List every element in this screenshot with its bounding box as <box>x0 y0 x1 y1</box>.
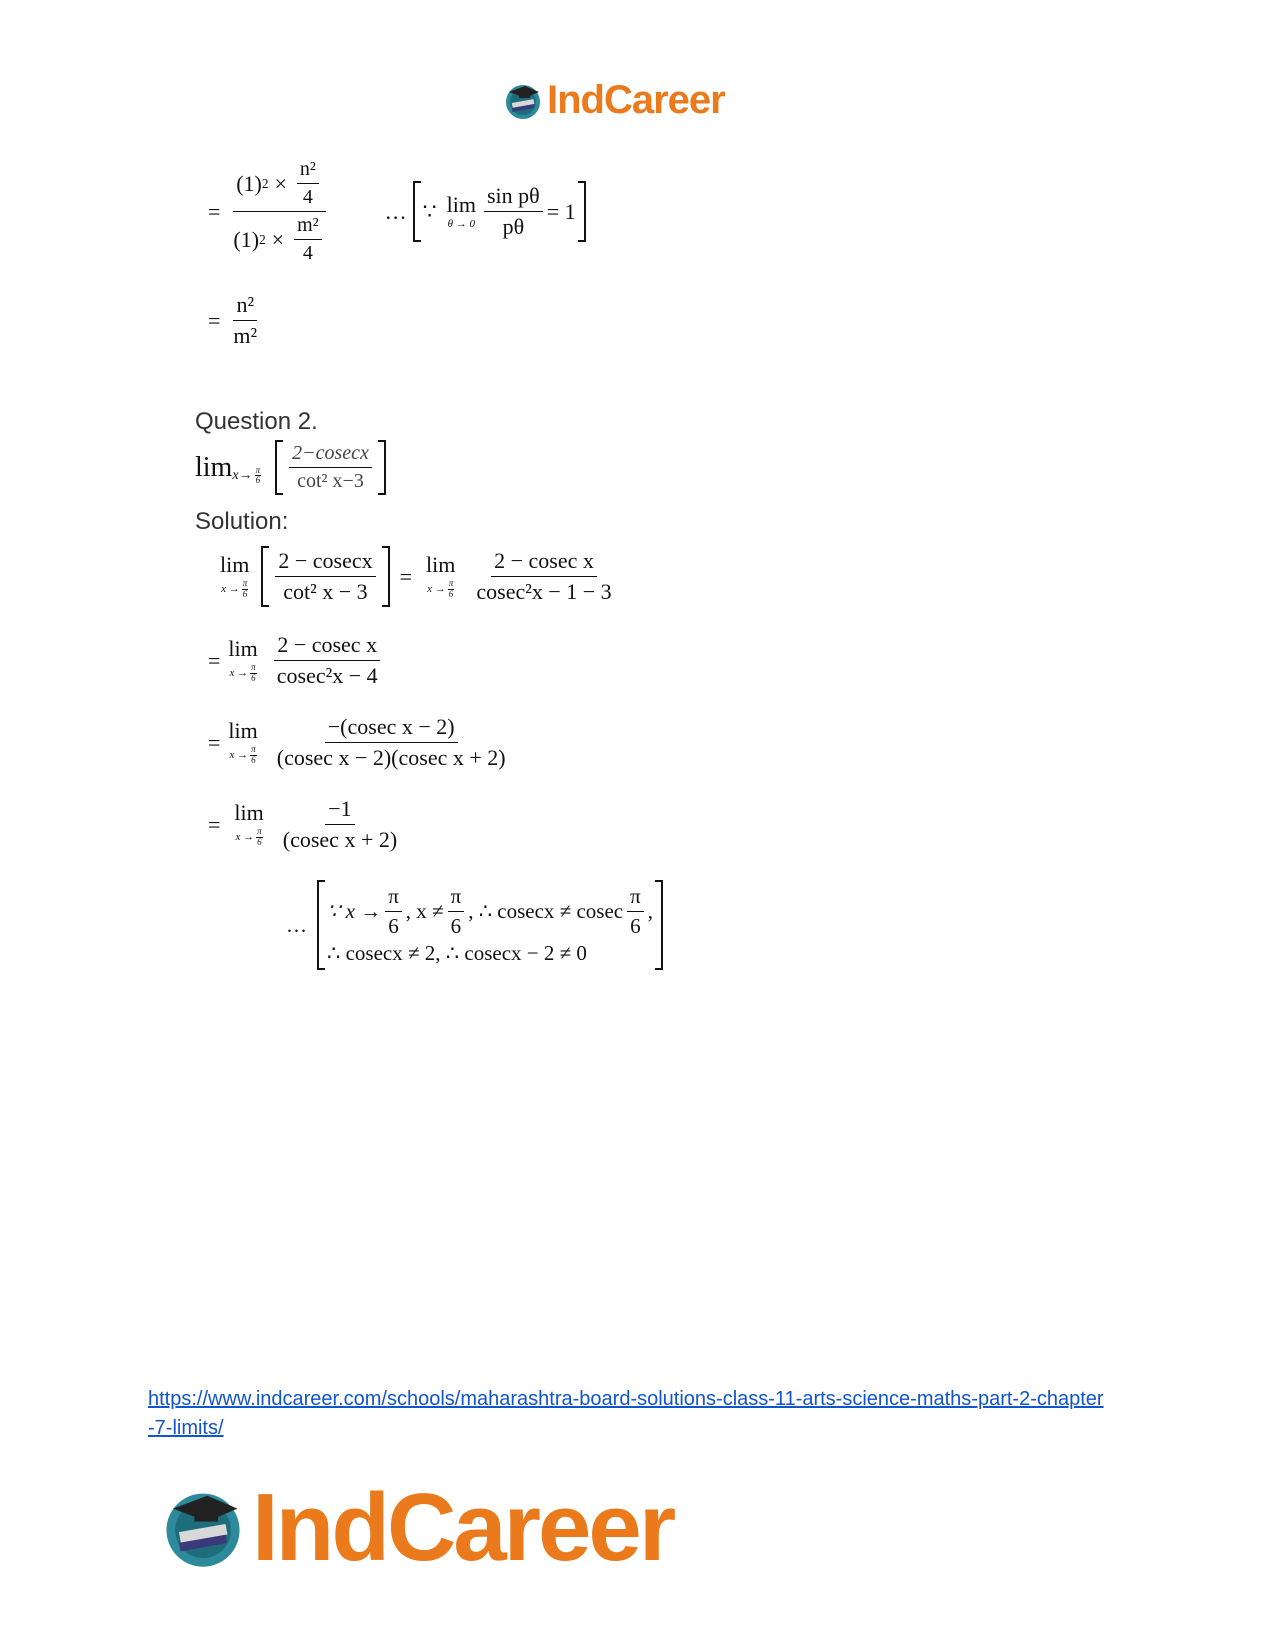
lim-label: lim <box>446 191 476 217</box>
m-squared: m² <box>233 323 258 348</box>
graduation-cap-book-icon <box>503 81 543 121</box>
reason-text: , <box>647 899 653 923</box>
reason-text: ∴ cosecx ≠ 2, ∴ cosecx − 2 ≠ 0 <box>327 941 587 965</box>
times-sign: × <box>271 226 285 252</box>
because-symbol: ∵ <box>422 198 437 224</box>
equals-sign: = <box>208 198 221 224</box>
question-heading: Question 2. <box>195 408 318 435</box>
pi: π <box>251 744 256 755</box>
reason-text: , x ≠ <box>405 899 444 923</box>
equals-sign: = <box>399 563 413 589</box>
lim-subscript: x → <box>221 582 240 595</box>
rhs-denominator: cosec²x − 1 − 3 <box>476 579 612 604</box>
solution-heading: Solution: <box>195 508 289 535</box>
six: 6 <box>630 914 641 938</box>
six: 6 <box>242 588 248 599</box>
lim-label: lim <box>195 451 233 483</box>
numerator: −(cosec x − 2) <box>325 714 458 743</box>
four: 4 <box>302 242 313 264</box>
question-numerator: 2−cosecx <box>289 442 372 468</box>
solution-line-4 <box>208 796 404 853</box>
equals-sign: = <box>208 729 221 755</box>
m-squared: m² <box>294 214 322 240</box>
graduation-cap-book-icon <box>160 1485 246 1571</box>
lhs-numerator: 2 − cosecx <box>275 548 375 577</box>
six: 6 <box>257 836 262 847</box>
pi: π <box>448 884 465 912</box>
equals-sign: = <box>208 307 221 333</box>
lim-subscript: x → <box>229 748 249 761</box>
solution-line-3 <box>208 714 513 771</box>
numerator: 2 − cosec x <box>274 632 380 661</box>
pi: π <box>448 578 454 589</box>
question-expression <box>195 440 386 495</box>
reason-denominator: pθ <box>502 214 525 239</box>
solution-reason <box>286 880 663 970</box>
times-sign: × <box>274 170 287 196</box>
numerator-base: (1) <box>236 170 262 196</box>
pi: π <box>251 662 256 673</box>
reason-rhs: = 1 <box>546 198 576 224</box>
lhs-denominator: cot² x − 3 <box>283 579 368 604</box>
denominator-exponent: 2 <box>259 231 266 247</box>
lim-subscript: θ → 0 <box>447 217 476 230</box>
step-1-equation <box>208 158 586 265</box>
step-2-equation <box>208 292 264 349</box>
numerator-exponent: 2 <box>261 175 269 191</box>
six: 6 <box>255 475 261 485</box>
numerator: −1 <box>325 796 354 825</box>
main-fraction <box>230 158 328 265</box>
lim-label: lim <box>220 552 250 578</box>
reason-numerator: sin pθ <box>484 183 543 212</box>
rhs-numerator: 2 − cosec x <box>491 548 597 577</box>
lim-label: lim <box>426 552 456 578</box>
solution-line-2 <box>208 632 385 689</box>
header-logo <box>503 78 725 123</box>
denominator: cosec²x − 4 <box>276 663 378 688</box>
pi: π <box>255 464 261 475</box>
denominator: (cosec x − 2)(cosec x + 2) <box>276 745 506 770</box>
six: 6 <box>450 914 462 938</box>
lim-subscript: x→ <box>232 467 253 483</box>
six: 6 <box>251 672 256 683</box>
lim-subscript: x → <box>427 582 446 595</box>
denominator: (cosec x + 2) <box>282 827 398 852</box>
pi: π <box>242 578 248 589</box>
reason-dots: … <box>286 912 307 937</box>
brand-name: IndCareer <box>547 78 725 122</box>
lim-label: lim <box>234 800 264 826</box>
reason-text: ∵ x → <box>327 899 382 923</box>
n-squared: n² <box>233 292 257 321</box>
equals-sign: = <box>208 811 221 837</box>
reason-bracket <box>317 880 663 970</box>
reason-text: , ∴ cosecx ≠ cosec <box>468 899 624 923</box>
denominator-base: (1) <box>233 226 260 252</box>
question-bracket <box>275 440 386 495</box>
reason-dots: … <box>384 198 407 224</box>
solution-line-1 <box>216 546 619 607</box>
n-squared: n² <box>297 158 319 184</box>
pi: π <box>627 884 644 912</box>
six: 6 <box>251 754 256 765</box>
lim-subscript: x → <box>229 666 249 679</box>
pi: π <box>257 826 262 837</box>
six: 6 <box>448 588 454 599</box>
lim-label: lim <box>228 718 258 744</box>
footer-logo <box>160 1473 673 1583</box>
pi: π <box>385 884 402 912</box>
lim-subscript: x → <box>235 830 255 843</box>
six: 6 <box>388 914 399 938</box>
equals-sign: = <box>208 647 221 673</box>
lhs-bracket <box>261 546 389 607</box>
lim-label: lim <box>228 636 258 662</box>
source-url-link[interactable]: https://www.indcareer.com/schools/maharashtra-board-solutions-class-11-arts-science-maths-part-2-chapter-7-limits/ <box>148 1388 1104 1439</box>
brand-name: IndCareer <box>252 1474 674 1581</box>
reason-bracket <box>413 181 586 242</box>
question-denominator: cot² x−3 <box>297 470 364 492</box>
four: 4 <box>302 186 313 208</box>
